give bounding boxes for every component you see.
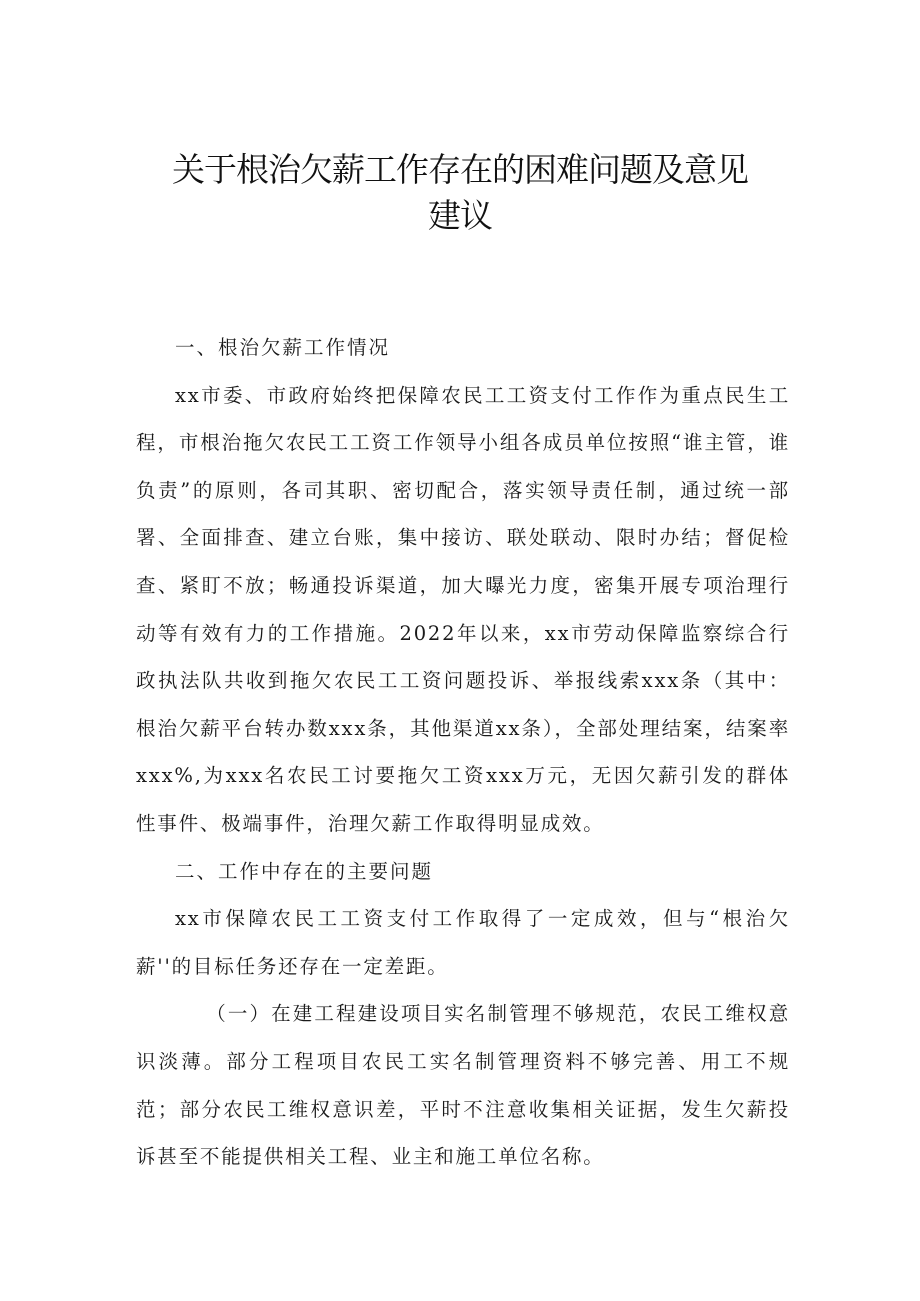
section2-paragraph: xx市保障农民工工资支付工作取得了一定成效，但与“根治欠薪''的目标任务还存在一定差距。 [136,907,790,978]
subsection1-paragraph: （一）在建工程建设项目实名制管理不够规范，农民工维权意识淡薄。部分工程项目农民工实名制管理资料不够完善、用工不规范；部分农民工维权意识差，平时不注意收集相关证据，发生欠薪投诉甚至不能提供相关工程、业主和施工单位名称。 [136,1002,790,1169]
section1-heading: 一、根治欠薪工作情况 [175,336,391,359]
document-title-line1: 关于根治欠薪工作存在的困难问题及意见 [172,150,748,189]
section2-heading: 二、工作中存在的主要问题 [175,859,434,883]
document-body [136,324,790,1181]
document-title-line2: 建议 [428,196,492,235]
section1-paragraph: xx市委、市政府始终把保障农民工工资支付工作作为重点民生工程，市根治拖欠农民工工资工作领导小组各成员单位按照“谁主管，谁负责”的原则，各司其职、密切配合，落实领导责任制，通过统一部署、全面排查、建立台账，集中接访、联处联动、限时办结；督促检查、紧盯不放；畅通投诉渠道，加大曝光力度，密集开展专项治理行动等有效有力的工作措施。2022年以来，xx市劳动保障监察综合行政执法队共收到拖欠农民工工资问题投诉、举报线索xxx条（其中：根治欠薪平台转办数xxx条，其他渠道xx条），全部处理结案，结案率xxx%,为xxx名农民工讨要拖欠工资xxx万元，无因欠薪引发的群体性事件、极端事件，治理欠薪工作取得明显成效。 [136,383,790,835]
